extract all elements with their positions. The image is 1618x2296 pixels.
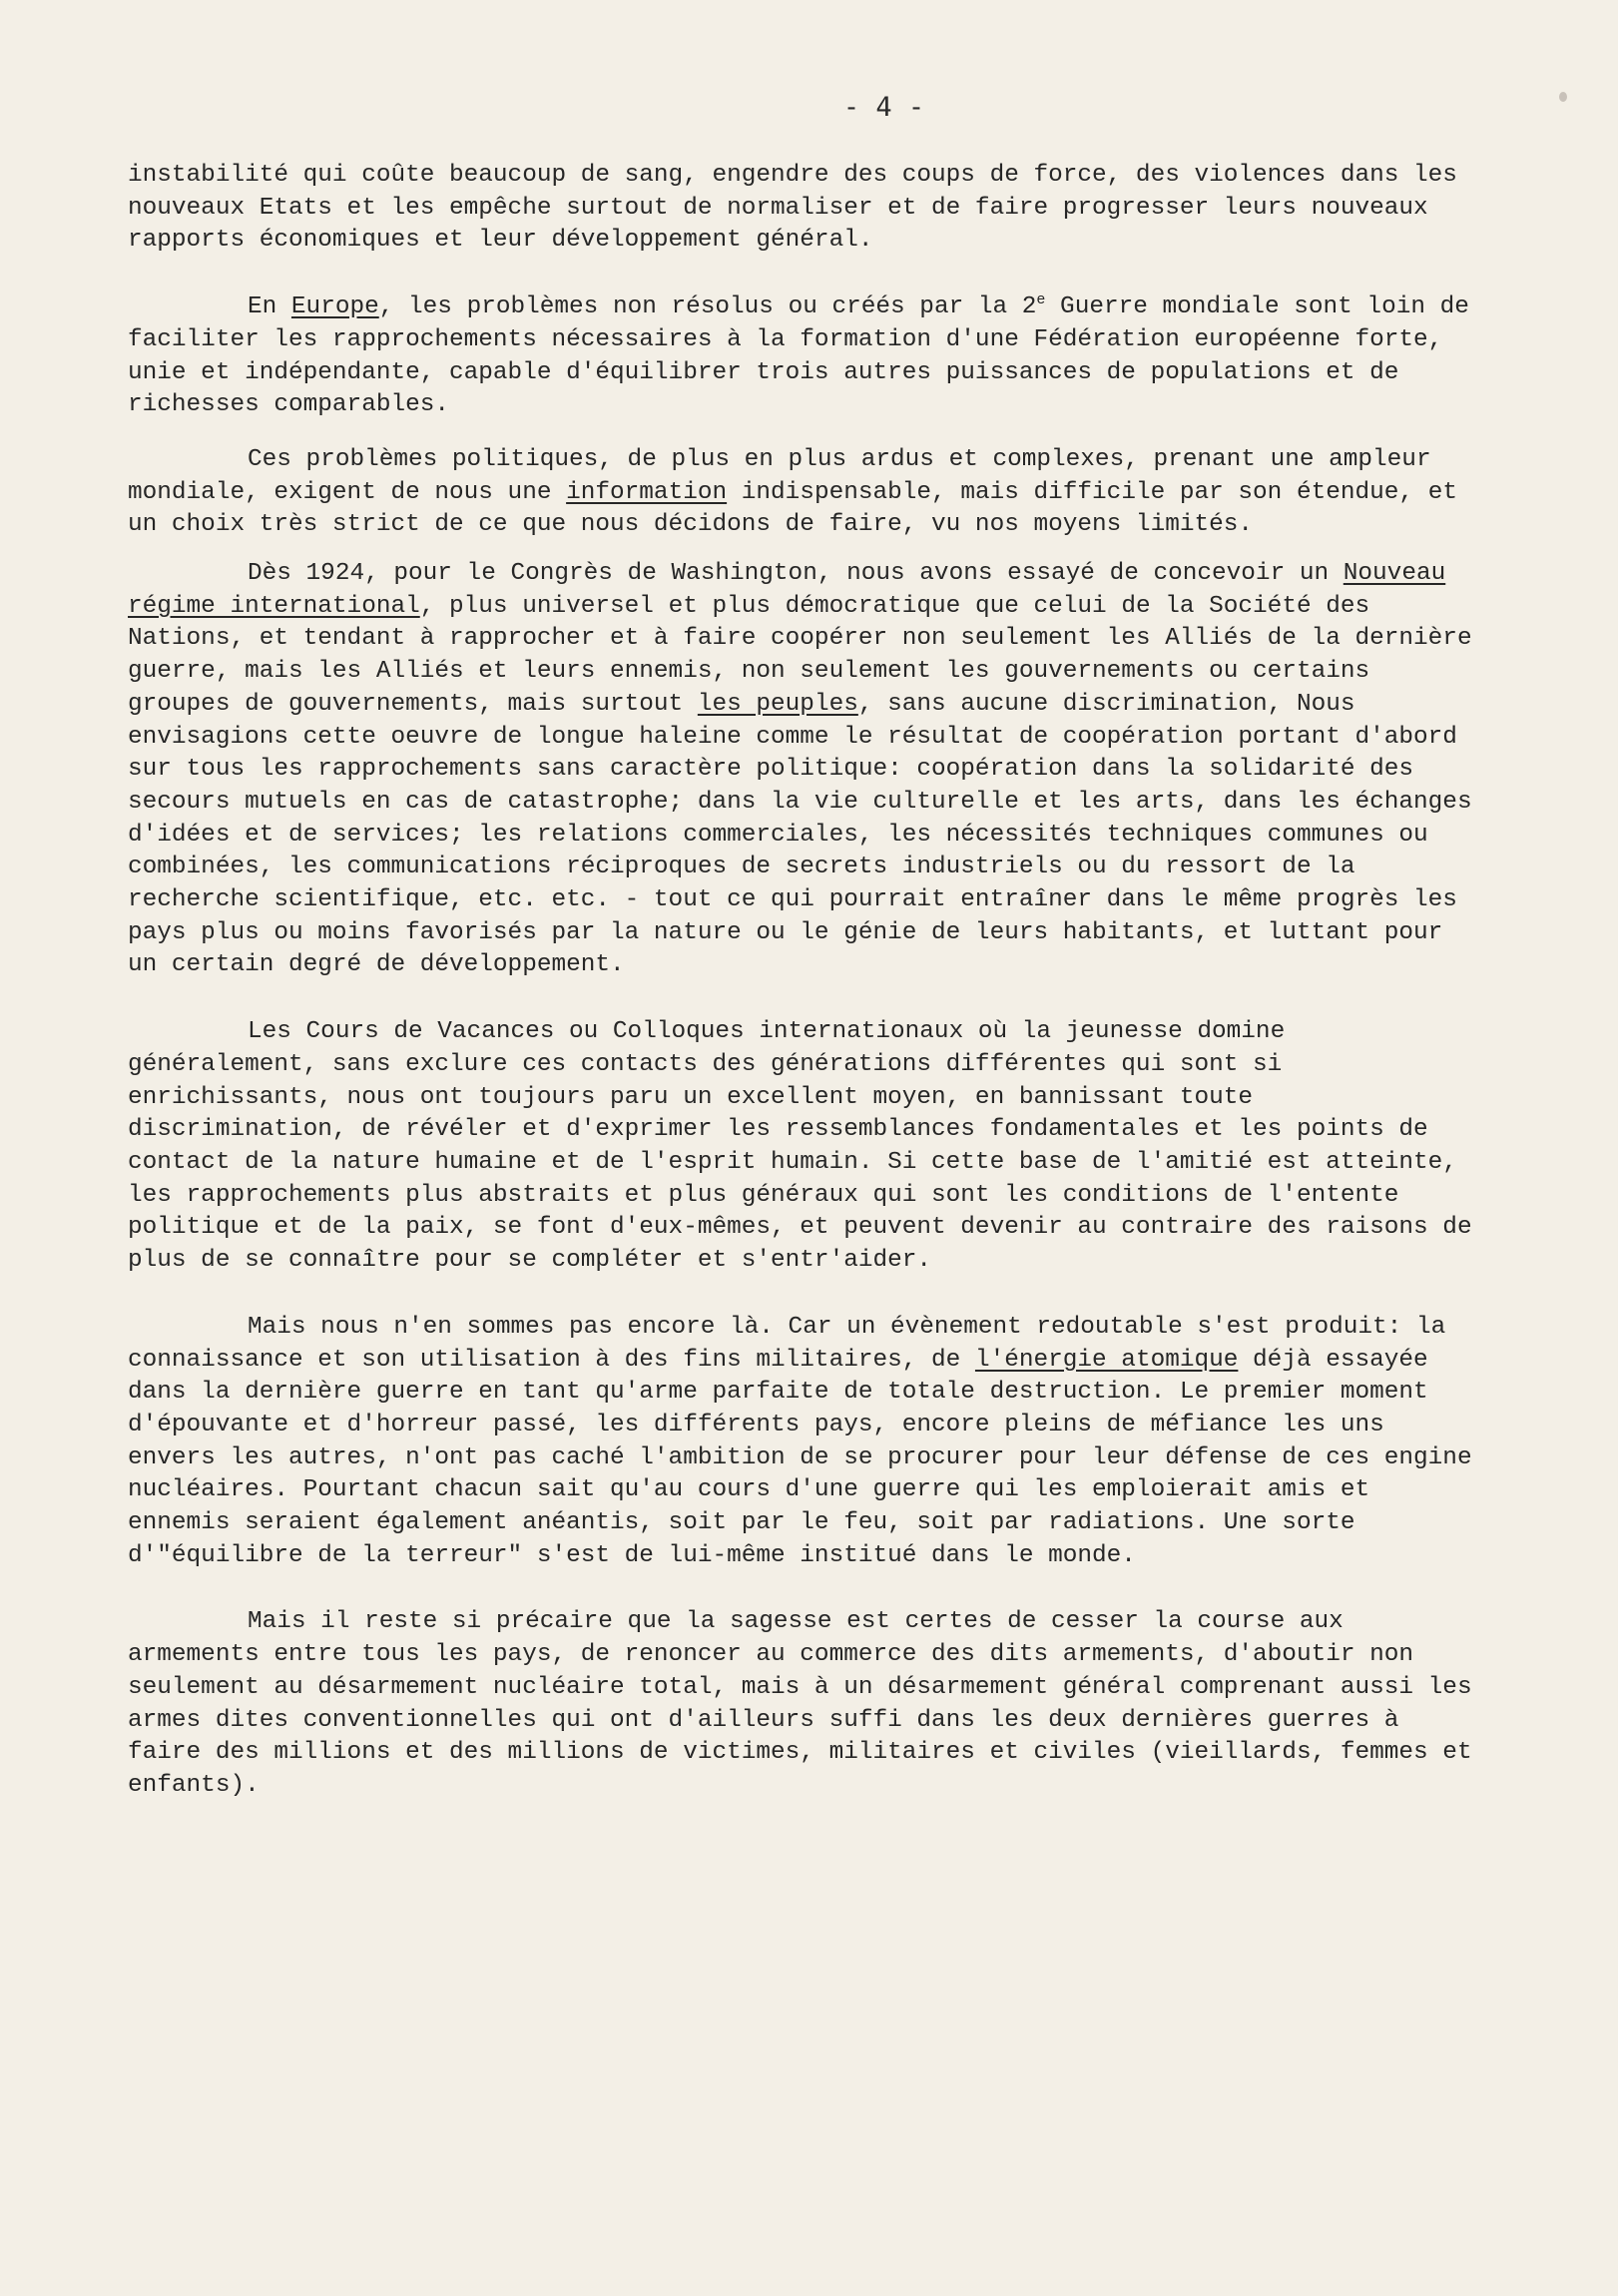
paragraph-5 [128, 1016, 1485, 1278]
paragraph-text: , sans aucune discrimination, Nous envisagions cette oeuvre de longue haleine comme le résultat de coopération portant d'abord sur tous les rapprochements sans caractère politique: coopération dans la solidarité des secours mutuels en cas de catastrophe; dans la vie culturelle et les arts, dans les échanges d'idées et de services; les relations commerciales, les nécessités techniques communes ou combinées, les communications réciproques de secrets industriels ou du ressort de la recherche scientifique, etc. etc. - tout ce qui pourrait entraîner dans le même progrès les pays plus ou moins favorisés par la nature ou le génie de leurs habitants, et luttant pour un certain degré de développement. [128, 690, 1472, 979]
paragraph-text: Mais il reste si précaire que la sagesse est certes de cesser la course aux armements entre tous les pays, de renoncer au commerce des dits armements, d'aboutir non seulement au désarmement nucléaire total, mais à un désarmement général comprenant aussi les armes dites conventionnelles qui ont d'ailleurs suffi dans les deux dernières guerres à faire des millions et des millions de victimes, militaires et civiles (vieillards, femmes et enfants). [128, 1608, 1472, 1799]
superscript-ordinal: e [1036, 290, 1046, 308]
paragraph-4 [128, 558, 1485, 982]
paragraph-text: indispensable, mais difficile par son étendue, et un choix très strict de ce que nous décidons de faire, vu nos moyens limités. [128, 478, 1457, 539]
document-body [128, 160, 1485, 1803]
paragraph-text: instabilité qui coûte beaucoup de sang, engendre des coups de force, des violences dans les nouveaux Etats et les empêche surtout de normaliser et de faire progresser leurs nouveaux rapports économiques et leur développement général. [128, 162, 1457, 255]
paragraph-text: Les Cours de Vacances ou Colloques internationaux où la jeunesse domine généralement, sans exclure ces contacts des générations différentes qui sont si enrichissants, nous ont toujours paru un excellent moyen, en bannissant toute discrimination, de révéler et d'exprimer les ressemblances fondamentales et les points de contact de la nature humaine et de l'esprit humain. Si cette base de l'amitié est atteinte, les rapprochements plus abstraits et plus généraux qui sont les conditions de l'entente politique et de la paix, se font d'eux-mêmes, et peuvent devenir au contraire des raisons de plus de se connaître pour se compléter et s'entr'aider. [128, 1018, 1472, 1275]
underlined-term-information: information [566, 478, 728, 506]
underlined-term-energie-atomique: l'énergie atomique [974, 1346, 1239, 1374]
paragraph-text: Dès 1924, pour le Congrès de Washington, nous avons essayé de concevoir un [248, 560, 1344, 588]
paragraph-text: Mais nous n'en sommes pas encore là. Car un évènement redoutable s'est produit: la connaissance et son utilisation à des fins militaires, de [128, 1313, 1446, 1374]
paragraph-text: , plus universel et plus démocratique que celui de la Société des Nations, et tendant à rapprocher et à faire coopérer non seulement les Alliés de la dernière guerre, mais les Alliés et leurs ennemis, non seulement les gouvernements ou certains groupes de gouvernements, mais surtout [128, 592, 1472, 718]
paragraph-2 [128, 291, 1485, 422]
paragraph-3 [128, 444, 1485, 542]
paragraph-1 [128, 160, 1485, 258]
underlined-term-europe: Europe [290, 293, 379, 321]
page-number: - 4 - [842, 92, 925, 123]
paragraph-text: Guerre mondiale sont loin de faciliter les rapprochements nécessaires à la formation d'une Fédération européenne forte, unie et indépendante, capable d'équilibrer trois autres puissances de populations et de richesses comparables. [128, 293, 1469, 419]
paragraph-7 [128, 1606, 1485, 1802]
paragraph-text: En [248, 293, 291, 321]
paragraph-text: , les problèmes non résolus ou créés par la 2 [378, 293, 1037, 321]
underlined-term-les-peuples: les peuples [697, 690, 858, 718]
paragraph-text: Ces problèmes politiques, de plus en plus ardus et complexes, prenant une ampleur mondiale, exigent de nous une [128, 445, 1431, 506]
underlined-term-nouveau-regime: Nouveau régime international [128, 560, 1446, 620]
paragraph-text: déjà essayée dans la dernière guerre en tant qu'arme parfaite de totale destruction. Le premier moment d'épouvante et d'horreur passé, les différents pays, encore pleins de méfiance les uns envers les autres, n'ont pas caché l'ambition de se procurer pour leur défense de ces engine nucléaires. Pourtant chacun sait qu'au cours d'une guerre qui les emploierait amis et ennemis seraient également anéantis, soit par le feu, soit par radiations. Une sorte d'"équilibre de la terreur" s'est de lui-même institué dans le monde. [128, 1346, 1472, 1569]
paragraph-6 [128, 1312, 1485, 1573]
